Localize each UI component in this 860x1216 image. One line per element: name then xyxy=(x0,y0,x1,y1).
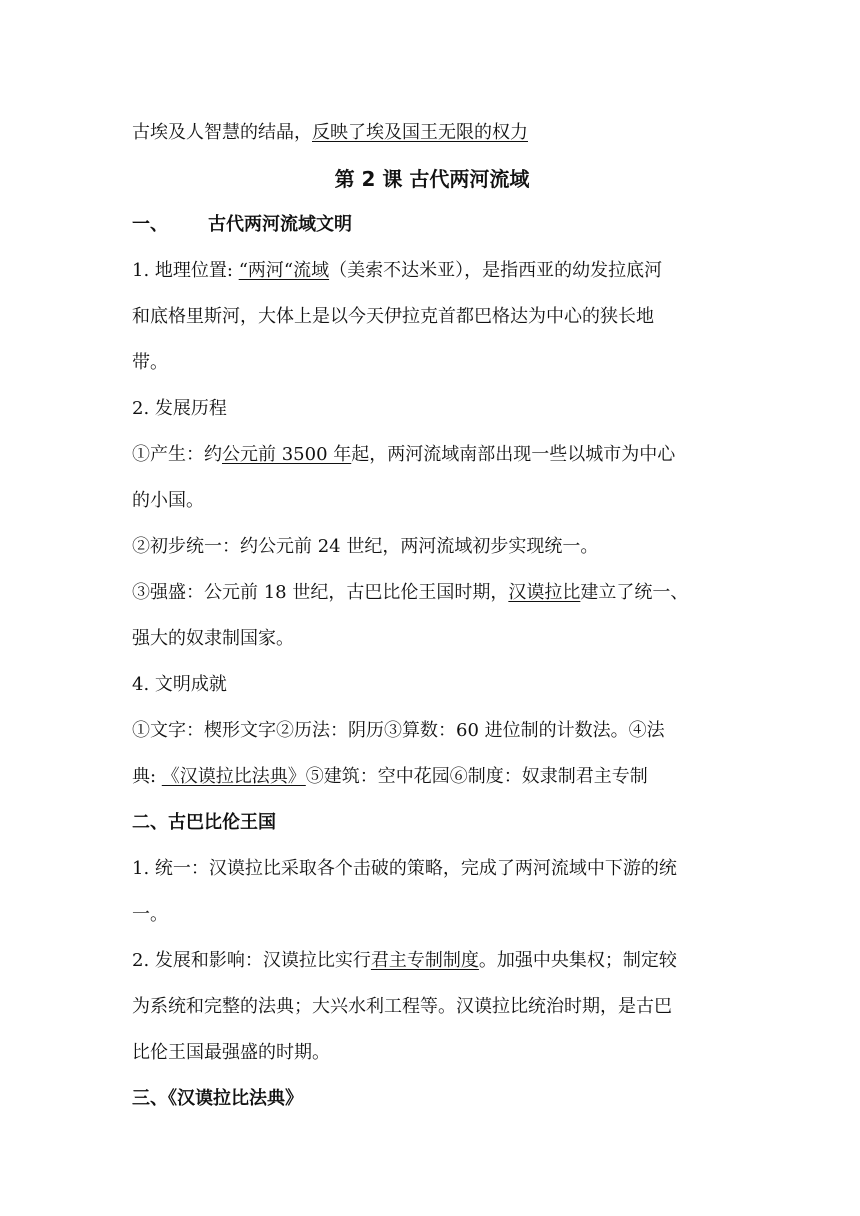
text-line: 一。 xyxy=(132,904,168,925)
text-span: ①产生：约 xyxy=(132,444,222,465)
underlined-text: 汉谟拉比 xyxy=(508,582,581,603)
text-line: 为系统和完整的法典；大兴水利工程等。汉谟拉比统治时期，是古巴 xyxy=(132,996,672,1017)
underlined-text: “两河“流域 xyxy=(238,260,330,281)
text-span: （美索不达米亚），是指西亚的幼发拉底河 xyxy=(329,260,663,281)
text-line: 比伦王国最强盛的时期。 xyxy=(132,1042,330,1063)
section-number: 一、 xyxy=(132,214,168,235)
underlined-text: 《汉谟拉比法典》 xyxy=(161,766,306,787)
text-line xyxy=(132,110,732,156)
text-span: 起，两河流域南部出现一些以城市为中心 xyxy=(351,444,676,465)
text-line: ②初步统一：约公元前 24 世纪，两河流域初步实现统一。 xyxy=(132,536,599,557)
text-line: 带。 xyxy=(132,352,168,373)
text-span: ③强盛：公元前 18 世纪，古巴比伦王国时期， xyxy=(132,582,509,603)
text-span: 典: xyxy=(132,766,162,787)
text-span: 1. 地理位置: xyxy=(132,260,239,281)
underlined-text: 反映了埃及国王无限的权力 xyxy=(312,122,528,143)
text-line xyxy=(132,248,732,294)
text-span: 2. 发展和影响：汉谟拉比实行 xyxy=(132,950,371,971)
text-line xyxy=(132,754,732,800)
text-line: 和底格里斯河，大体上是以今天伊拉克首都巴格达为中心的狭长地 xyxy=(132,306,654,327)
text-line: 强大的奴隶制国家。 xyxy=(132,628,294,649)
text-line: 1. 统一：汉谟拉比采取各个击破的策略，完成了两河流域中下游的统 xyxy=(132,858,677,879)
lesson-title: 第 2 课 古代两河流域 xyxy=(334,167,530,191)
section-heading-2: 二、古巴比伦王国 xyxy=(132,812,276,833)
section-title: 古代两河流域文明 xyxy=(208,214,352,235)
text-line xyxy=(132,938,732,984)
document-page xyxy=(132,110,732,1122)
text-line: 2. 发展历程 xyxy=(132,398,227,419)
underlined-text: 君主专制制度 xyxy=(370,950,479,971)
text-span: 古埃及人智慧的结晶， xyxy=(132,122,312,143)
text-line: ①文字：楔形文字②历法：阴历③算数：60 进位制的计数法。④法 xyxy=(132,720,665,741)
text-span: 。加强中央集权；制定较 xyxy=(478,950,677,971)
text-line: 的小国。 xyxy=(132,490,204,511)
underlined-text: 公元前 3500 年 xyxy=(222,444,352,465)
text-span: 建立了统一、 xyxy=(580,582,689,603)
section-heading-1 xyxy=(132,202,732,248)
section-heading-3: 三、《汉谟拉比法典》 xyxy=(132,1088,303,1109)
text-line: 4. 文明成就 xyxy=(132,674,227,695)
text-line xyxy=(132,570,732,616)
text-line xyxy=(132,432,732,478)
text-span: ⑤建筑：空中花园⑥制度：奴隶制君主专制 xyxy=(305,766,648,787)
